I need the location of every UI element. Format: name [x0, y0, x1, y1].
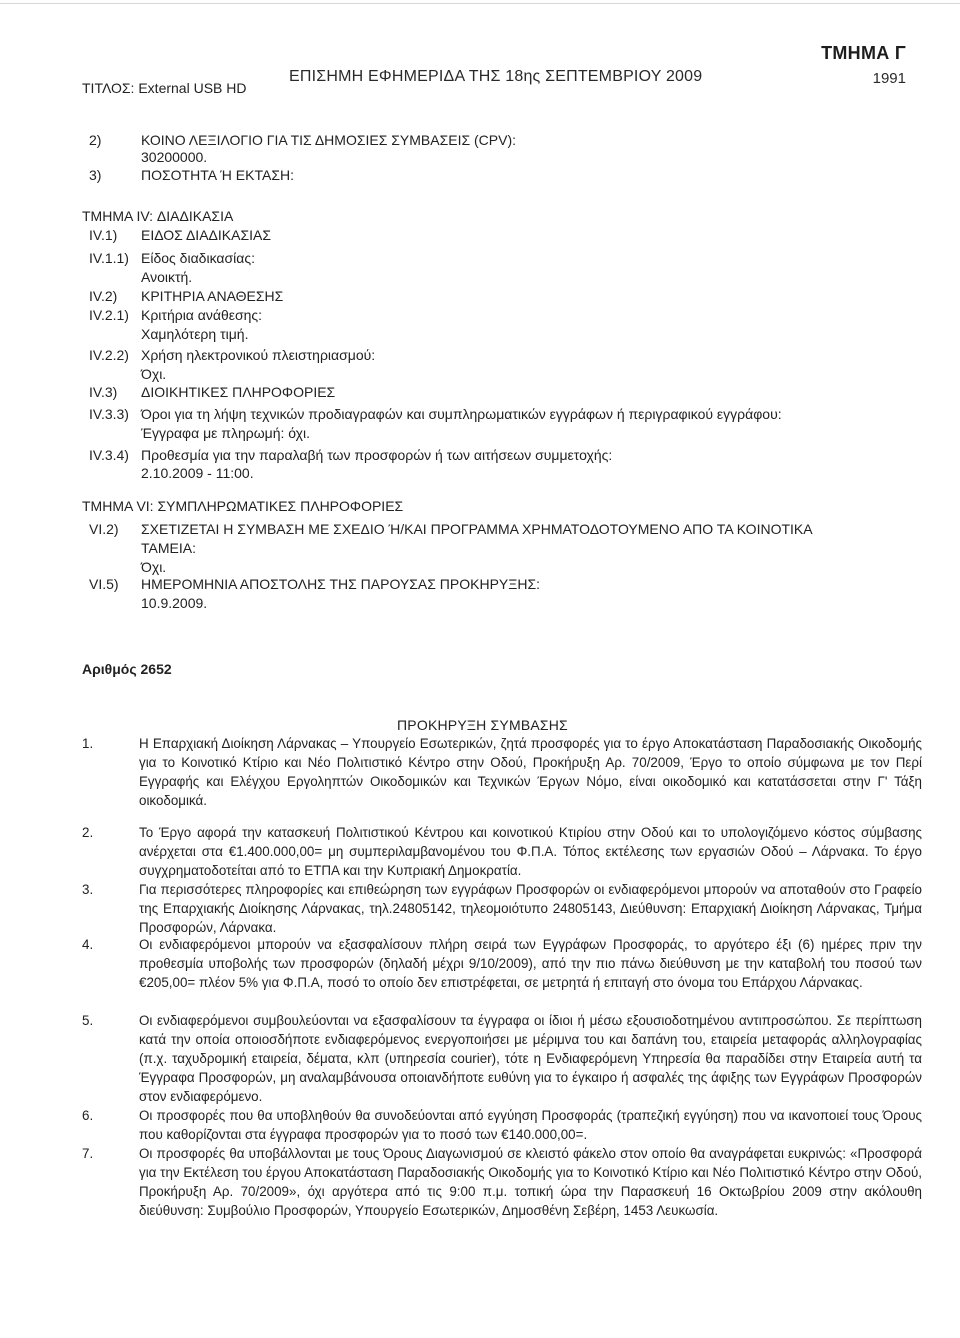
page-number: 1991 [872, 70, 906, 87]
iv11-value: Ανοικτή. [141, 269, 193, 285]
item-text: Οι ενδιαφερόμενοι συμβουλεύονται να εξασφαλίσουν τα έγγραφα οι ίδιοι ή μέσω εξουσιοδοτημένου αντιπροσώπου. Σε περίπτωση κατά την οποία οποιοσδήποτε ενδιαφερόμενος ενεργοποιήσει με μέριμνα του και δαπάνη του, εταιρεία μεταφοράς αλληλογραφίας (π.χ. ταχυδρομική εταιρεία, δέματα, κλπ (υπηρεσία courier), τότε η Ενδιαφερόμενη Υπηρεσία θα παραδίδει στην Εταιρεία αυτή τα Έγγραφα Προσφορών, μη αναλαμβάνουσα οποιανδήποτε ευθύνη για το έγκαιρο ή ασφαλές της άφιξης των Εγγράφων Προσφορών στον ενδιαφερόμενο. [139, 1013, 922, 1104]
iv34-label: Προθεσμία για την παραλαβή των προσφορών ή των αιτήσεων συμμετοχής: [141, 447, 613, 463]
notice-number: Αριθμός 2652 [82, 661, 172, 677]
item-text: Το Έργο αφορά την κατασκευή Πολιτιστικού Κέντρου και κοινοτικού Κτιρίου στην Οδού και το υπολογιζόμενο κόστος σύμβασης ανέρχεται στα €1.400.000,00= μη συμπεριλαμβανομένου του Φ.Π.Α. Τόπος εκτέλεσης των εργασιών Οδού – Λάρνακα. Το έργο συγχρηματοδοτείται από το ΕΤΠΑ και την Κυπριακή Δημοκρατία. [139, 825, 922, 878]
section-iv-heading: ΤΜΗΜΑ IV: ΔΙΑΔΙΚΑΣΙΑ [82, 208, 234, 224]
cpv-value: 30200000. [141, 149, 208, 165]
item-text: Για περισσότερες πληροφορίες και επιθεώρηση των εγγράφων Προσφορών οι ενδιαφερόμενοι μπορούν να αποταθούν στο Γραφείο της Επαρχιακής Διοίκησης Λάρνακας, τηλ.24805142, τηλεομοιότυπο 24805143, Διεύθυνση: Επαρχιακή Διοίκηση Λάρνακας, Τμήμα Προσφορών, Λάρνακα. [139, 882, 922, 935]
gazette-title: ΕΠΙΣΗΜΗ ΕΦΗΜΕΡΙΔΑ ΤΗΣ 18ης ΣΕΠΤΕΜΒΡΙΟΥ 2009 [289, 68, 703, 85]
iv21-code: IV.2.1) [89, 307, 129, 323]
iv1-code: IV.1) [89, 227, 118, 243]
cpv-label: ΚΟΙΝΟ ΛΕΞΙΛΟΓΙΟ ΓΙΑ ΤΙΣ ΔΗΜΟΣΙΕΣ ΣΥΜΒΑΣΕΙΣ (CPV): [141, 132, 517, 148]
iv3-code: IV.3) [89, 384, 118, 400]
vi2-label-line1: ΣΧΕΤΙΖΕΤΑΙ Η ΣΥΜΒΑΣΗ ΜΕ ΣΧΕΔΙΟ Ή/ΚΑΙ ΠΡΟΓΡΑΜΜΑ ΧΡΗΜΑΤΟΔΟΤΟΥΜΕΝΟ ΑΠΟ ΤΑ ΚΟΙΝΟΤΙΚΑ [141, 521, 813, 537]
notice-title: ΠΡΟΚΗΡΥΞΗ ΣΥΜΒΑΣΗΣ [397, 717, 568, 733]
iv34-value: 2.10.2009 - 11:00. [141, 465, 254, 481]
iv33-value: Έγγραφα με πληρωμή: όχι. [141, 425, 311, 441]
iv22-value: Όχι. [141, 366, 167, 382]
item-number: 6. [82, 1108, 94, 1123]
quantity-label: ΠΟΣΟΤΗΤΑ Ή ΕΚΤΑΣΗ: [141, 167, 294, 183]
item-text: Οι προσφορές που θα υποβληθούν θα συνοδεύονται από εγγύηση Προσφοράς (τραπεζική εγγύηση) που να ικανοποιεί τους Όρους που καθορίζονται στα έγγραφα προσφορών για το ποσό των €140.000,00=. [139, 1108, 922, 1142]
iv2-code: IV.2) [89, 288, 118, 304]
section-vi-heading: ΤΜΗΜΑ VI: ΣΥΜΠΛΗΡΩΜΑΤΙΚΕΣ ΠΛΗΡΟΦΟΡΙΕΣ [82, 498, 404, 514]
vi2-value: Όχι. [141, 559, 167, 575]
cpv-number: 2) [89, 132, 102, 148]
item-number: 5. [82, 1013, 94, 1028]
vi5-code: VI.5) [89, 576, 119, 592]
iv22-code: IV.2.2) [89, 347, 129, 363]
iv11-code: IV.1.1) [89, 250, 129, 266]
item-number: 4. [82, 937, 94, 952]
iv21-value: Χαμηλότερη τιμή. [141, 326, 249, 342]
iv11-label: Είδος διαδικασίας: [141, 250, 255, 266]
iv33-label: Όροι για τη λήψη τεχνικών προδιαγραφών και συμπληρωματικών εγγράφων ή περιγραφικού εγγράφου: [141, 406, 782, 422]
vi2-code: VI.2) [89, 521, 119, 537]
vi5-label: ΗΜΕΡΟΜΗΝΙΑ ΑΠΟΣΤΟΛΗΣ ΤΗΣ ΠΑΡΟΥΣΑΣ ΠΡΟΚΗΡΥΞΗΣ: [141, 576, 540, 592]
iv22-label: Χρήση ηλεκτρονικού πλειστηριασμού: [141, 347, 376, 363]
item-number: 7. [82, 1146, 94, 1161]
iv21-label: Κριτήρια ανάθεσης: [141, 307, 263, 323]
vi2-label-line2: ΤΑΜΕΙΑ: [141, 540, 196, 556]
iv2-label: ΚΡΙΤΗΡΙΑ ΑΝΑΘΕΣΗΣ [141, 288, 284, 304]
vi5-value: 10.9.2009. [141, 595, 208, 611]
item-text: Οι ενδιαφερόμενοι μπορούν να εξασφαλίσουν πλήρη σειρά των Εγγράφων Προσφοράς, το αργότερο έξι (6) ημέρες πριν την προθεσμία υποβολής των προσφορών (δηλαδή μέχρι 9/10/2009), από την πιο πάνω διεύθυνση με την καταβολή του ποσού των €205,00= πλέον 5% για Φ.Π.Α, ποσό το οποίο δεν επιστρέφεται, σε μετρητά ή επιταγή στο όνομα του Επάρχου Λάρνακας. [139, 937, 922, 990]
item-text: Η Επαρχιακή Διοίκηση Λάρνακας – Υπουργείο Εσωτερικών, ζητά προσφορές για το έργο Αποκατάσταση Παραδοσιακής Οικοδομής για το Κοινοτικό Κτίριο και Νέο Πολιτιστικό Κέντρο στην Οδού, Προκήρυξη Αρ. 70/2009, Έργο το οποίο σύμφωνα με τον Περί Εγγραφής και Ελέγχου Εργοληπτών Οικοδομικών και Τεχνικών Έργων Νόμο, είναι οικοδομικό και κατατάσσεται στην Γ' Τάξη οικοδομικά. [139, 736, 922, 808]
iv33-code: IV.3.3) [89, 406, 129, 422]
iv3-label: ΔΙΟΙΚΗΤΙΚΕΣ ΠΛΗΡΟΦΟΡΙΕΣ [141, 384, 336, 400]
scan-top-edge [0, 3, 960, 4]
section-label: ΤΜΗΜΑ Γ [821, 43, 906, 63]
quantity-number: 3) [89, 167, 102, 183]
iv1-label: ΕΙΔΟΣ ΔΙΑΔΙΚΑΣΙΑΣ [141, 227, 271, 243]
item-text: Οι προσφορές θα υποβάλλονται με τους Όρους Διαγωνισμού σε κλειστό φάκελο στον οποίο θα αναγράφεται ευκρινώς: «Προσφορά για την Εκτέλεση του έργου Αποκατάσταση Παραδοσιακής Οικοδομής για το Κοινοτικό Κτίριο και Νέο Πολιτιστικό Κέντρο στην Οδού, Προκήρυξη Αρ. 70/2009», όχι αργότερα από τις 9:00 π.μ. τοπική ώρα την Παρασκευή 16 Οκτωβρίου 2009 στην ακόλουθη διεύθυνση: Συμβούλιο Προσφορών, Υπουργείο Εσωτερικών, Δημοσθένη Σεβέρη, 1453 Λευκωσία. [139, 1146, 922, 1218]
item-number: 1. [82, 736, 94, 751]
title-line: ΤΙΤΛΟΣ: External USB HD [82, 80, 247, 96]
item-number: 3. [82, 882, 94, 897]
iv34-code: IV.3.4) [89, 447, 129, 463]
item-number: 2. [82, 825, 94, 840]
